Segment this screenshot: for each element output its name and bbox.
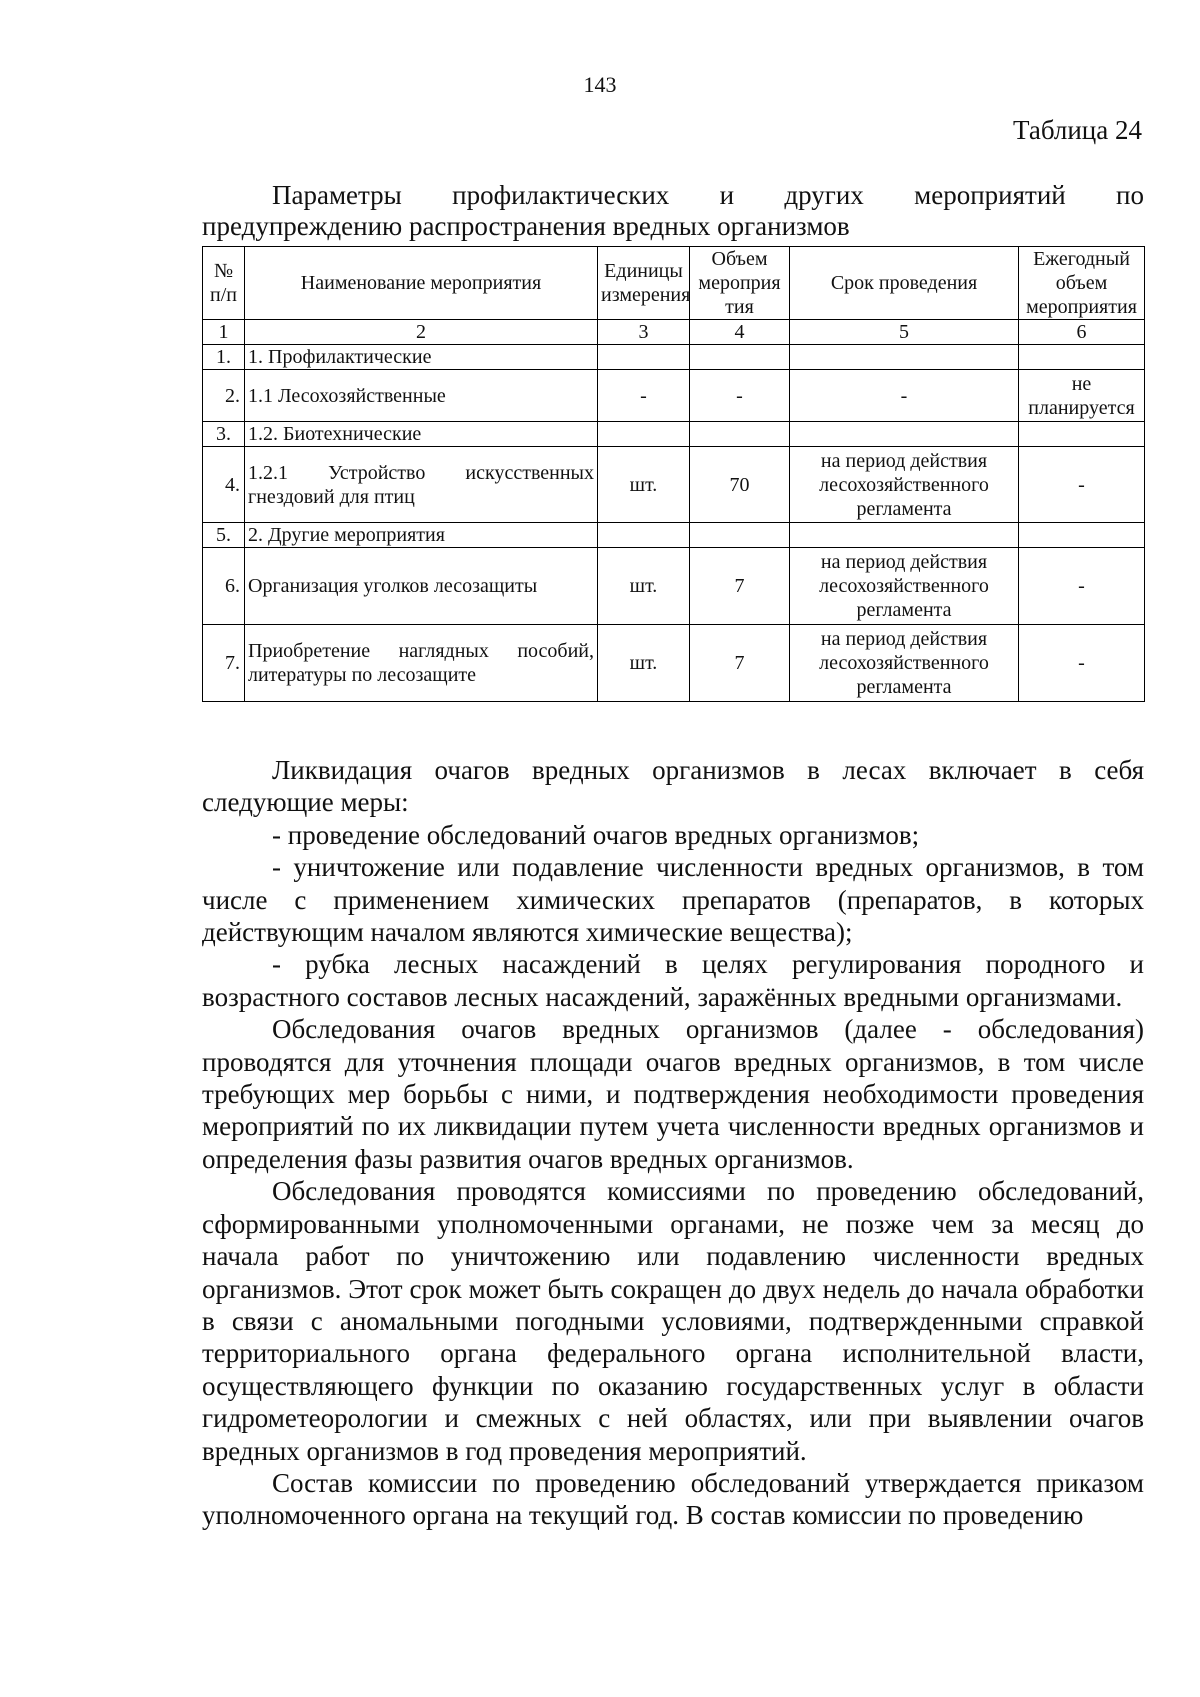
- row-volume: -: [690, 370, 790, 422]
- row-volume: 70: [690, 447, 790, 523]
- row-term: на период действия лесохозяйственного регламента: [790, 625, 1019, 702]
- row-annual: -: [1019, 548, 1145, 625]
- header-volume: Объем мероприя тия: [690, 247, 790, 320]
- column-number: 2: [245, 320, 598, 345]
- paragraph: - проведение обследований очагов вредных организмов;: [272, 819, 920, 850]
- row-term: на период действия лесохозяйственного регламента: [790, 447, 1019, 523]
- row-number: 1.: [203, 345, 245, 370]
- row-annual: [1019, 422, 1145, 447]
- column-number-row: [203, 320, 1145, 345]
- row-unit: шт.: [598, 625, 690, 702]
- row-number: 7.: [203, 625, 245, 702]
- row-unit: [598, 523, 690, 548]
- header-number: № п/п: [203, 247, 245, 320]
- row-annual: -: [1019, 447, 1145, 523]
- column-number: 4: [690, 320, 790, 345]
- row-annual: [1019, 345, 1145, 370]
- row-unit: [598, 422, 690, 447]
- row-number: 3.: [203, 422, 245, 447]
- body-text: [202, 754, 1144, 1532]
- table-header-row: [203, 247, 1145, 320]
- table-row: [203, 422, 1145, 447]
- row-term: на период действия лесохозяйственного регламента: [790, 548, 1019, 625]
- row-term: [790, 422, 1019, 447]
- row-volume: 7: [690, 548, 790, 625]
- table-label: Таблица 24: [1013, 115, 1142, 145]
- table-caption: [202, 180, 1144, 242]
- header-annual: Ежегодный объем мероприятия: [1019, 247, 1145, 320]
- caption-line-1: Параметры профилактических и других мероприятий по: [272, 180, 1144, 210]
- row-number: 6.: [203, 548, 245, 625]
- row-number: 4.: [203, 447, 245, 523]
- paragraph: Обследования очагов вредных организмов (далее - обследования) проводятся для уточнения площади очагов вредных организмов, в том числе требующих мер борьбы с ними, и подтверждения необходимости проведения мероприятий по их ликвидации путем учета численности вредных организмов и определения фазы развития очагов вредных организмов.: [202, 1014, 1144, 1174]
- table-row: [203, 345, 1145, 370]
- table-row: [203, 548, 1145, 625]
- column-number: 5: [790, 320, 1019, 345]
- row-annual: [1019, 523, 1145, 548]
- table-row: [203, 370, 1145, 422]
- row-annual: -: [1019, 625, 1145, 702]
- row-unit: -: [598, 370, 690, 422]
- paragraph: - уничтожение или подавление численности вредных организмов, в том числе с применением химических препаратов (препаратов, в которых действующим началом являются химические вещества);: [202, 852, 1144, 948]
- row-name: Приобретение наглядных пособий, литературы по лесозащите: [245, 625, 598, 702]
- header-name: Наименование мероприятия: [245, 247, 598, 320]
- paragraph: Состав комиссии по проведению обследований утверждается приказом уполномоченного органа на текущий год. В состав комиссии по проведению: [202, 1467, 1144, 1531]
- row-name: 1.2.1 Устройство искусственных гнездовий для птиц: [245, 447, 598, 523]
- row-annual: не планируется: [1019, 370, 1145, 422]
- row-name: 1. Профилактические: [245, 345, 598, 370]
- paragraph: Ликвидация очагов вредных организмов в лесах включает в себя следующие меры:: [202, 755, 1144, 818]
- table-row: [203, 625, 1145, 702]
- row-name: 1.1 Лесохозяйственные: [245, 370, 598, 422]
- header-unit: Единицы измерения: [598, 247, 690, 320]
- measures-table: [202, 246, 1145, 702]
- column-number: 1: [203, 320, 245, 345]
- row-name: Организация уголков лесозащиты: [245, 548, 598, 625]
- paragraph: - рубка лесных насаждений в целях регулирования породного и возрастного составов лесных насаждений, заражённых вредными организмами.: [202, 949, 1144, 1012]
- row-volume: [690, 523, 790, 548]
- column-number: 6: [1019, 320, 1145, 345]
- row-number: 2.: [203, 370, 245, 422]
- caption-line-2: предупреждению распространения вредных организмов: [202, 211, 850, 241]
- row-name: 2. Другие мероприятия: [245, 523, 598, 548]
- row-term: [790, 345, 1019, 370]
- row-volume: [690, 422, 790, 447]
- row-name: 1.2. Биотехнические: [245, 422, 598, 447]
- table-row: [203, 447, 1145, 523]
- row-number: 5.: [203, 523, 245, 548]
- header-term: Срок проведения: [790, 247, 1019, 320]
- row-term: [790, 523, 1019, 548]
- row-term: -: [790, 370, 1019, 422]
- row-unit: шт.: [598, 548, 690, 625]
- row-unit: шт.: [598, 447, 690, 523]
- row-volume: [690, 345, 790, 370]
- row-unit: [598, 345, 690, 370]
- paragraph: Обследования проводятся комиссиями по проведению обследований, сформированными уполномоченными органами, не позже чем за месяц до начала работ по уничтожению или подавлению численности вредных организмов. Этот срок может быть сокращен до двух недель до начала обработки в связи с аномальными погодными условиями, подтвержденными справкой территориального органа федерального органа исполнительной власти, осуществляющего функции по оказанию государственных услуг в области гидрометеорологии и смежных с ней областях, или при выявлении очагов вредных организмов в год проведения мероприятий.: [202, 1176, 1144, 1466]
- page-number: 143: [583, 72, 617, 97]
- column-number: 3: [598, 320, 690, 345]
- table-row: [203, 523, 1145, 548]
- row-volume: 7: [690, 625, 790, 702]
